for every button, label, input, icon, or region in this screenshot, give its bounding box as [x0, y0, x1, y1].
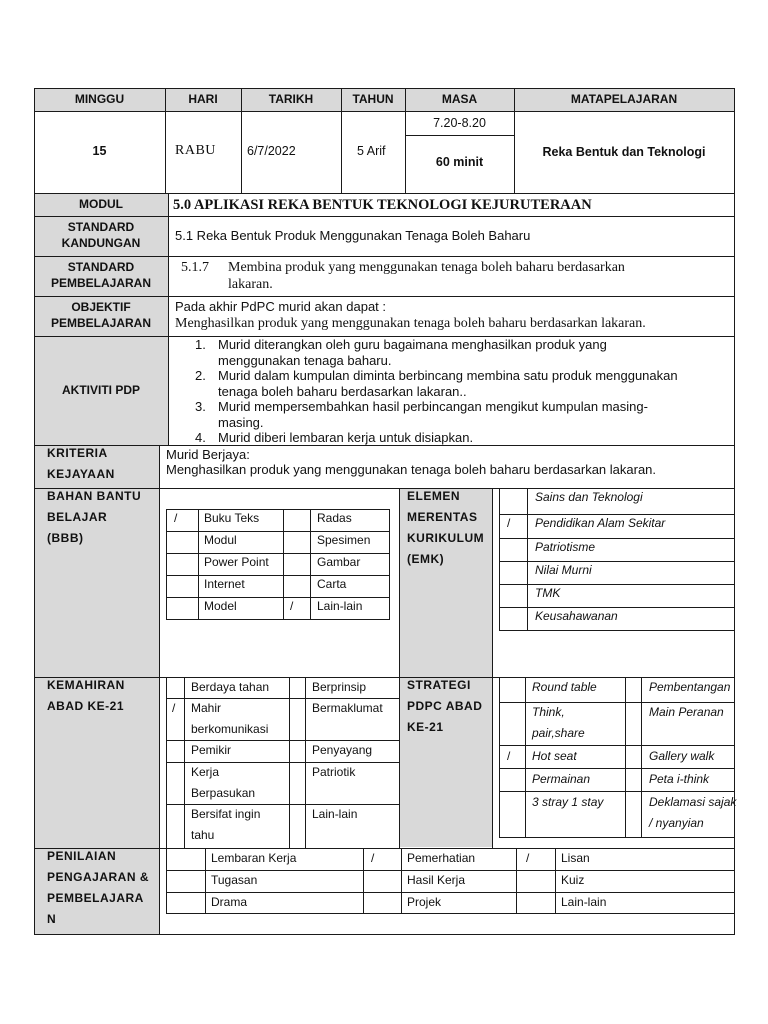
penilaian-item: Projek	[407, 895, 442, 909]
kemahiran-item: Pemikir	[191, 743, 232, 757]
emk-label-2: MERENTAS	[407, 510, 478, 524]
bbb-mark: /	[290, 599, 294, 613]
kemahiran-label-2: ABAD KE-21	[47, 699, 125, 713]
sk-value: 5.1 Reka Bentuk Produk Menggunakan Tenaga Boleh Baharu	[175, 228, 531, 243]
emk-item: Nilai Murni	[535, 563, 592, 577]
header-tarikh: TARIKH	[268, 92, 314, 106]
bbb-item: Lain-lain	[317, 599, 363, 613]
strategi-item: Hot seat	[532, 749, 577, 763]
kriteria-line-1: Murid Berjaya:	[166, 447, 250, 462]
penilaian-label-3: PEMBELAJARA	[47, 891, 144, 905]
kemahiran-item: tahu	[191, 828, 215, 842]
penilaian-item: Lain-lain	[561, 895, 607, 909]
bbb-item: Carta	[317, 577, 347, 591]
penilaian-item: Lisan	[561, 851, 590, 865]
masa-time: 7.20-8.20	[433, 116, 486, 130]
penilaian-label-2: PENGAJARAN &	[47, 870, 150, 884]
penilaian-mark: /	[526, 851, 530, 865]
emk-item: Sains dan Teknologi	[535, 490, 643, 504]
header-masa: MASA	[441, 92, 478, 106]
strategi-label-3: KE-21	[407, 720, 444, 734]
emk-label-4: (EMK)	[407, 552, 445, 566]
kriteria-label-2: KEJAYAAN	[47, 467, 115, 481]
kemahiran-item: Lain-lain	[312, 807, 358, 821]
minggu-value: 15	[92, 144, 107, 158]
kemahiran-item: Berpasukan	[191, 786, 256, 800]
emk-item: Patriotisme	[535, 540, 596, 554]
emk-label-1: ELEMEN	[407, 489, 461, 503]
emk-item: TMK	[535, 586, 561, 600]
bbb-item: Model	[204, 599, 237, 613]
strategi-item: Permainan	[532, 772, 591, 786]
strategi-item: Round table	[532, 680, 597, 694]
penilaian-label-1: PENILAIAN	[47, 849, 117, 863]
obj-line-2: Menghasilkan produk yang menggunakan tenaga boleh baharu berdasarkan lakaran.	[175, 316, 646, 331]
sp-code: 5.1.7	[181, 260, 209, 275]
emk-mark: /	[507, 516, 511, 530]
kemahiran-item: berkomunikasi	[191, 722, 269, 736]
kemahiran-label-1: KEMAHIRAN	[47, 678, 125, 692]
kemahiran-item: Penyayang	[312, 743, 373, 757]
kriteria-label-1: KRITERIA	[47, 446, 108, 460]
sp-label-1: STANDARD	[67, 260, 135, 274]
kemahiran-item: Berdaya tahan	[191, 680, 270, 694]
bbb-item: Radas	[317, 511, 352, 525]
strategi-item: 3 stray 1 stay	[532, 795, 604, 809]
strategi-label-2: PDPC ABAD	[407, 699, 483, 713]
hari-value: RABU	[175, 143, 216, 158]
matapelajaran-value: Reka Bentuk dan Teknologi	[542, 145, 706, 159]
penilaian-item: Hasil Kerja	[407, 873, 466, 887]
aktiviti-item: 3. Murid mempersembahkan hasil perbincangan mengikut kumpulan masing- masing.	[195, 399, 648, 430]
aktiviti-label: AKTIVITI PDP	[61, 383, 140, 397]
penilaian-item: Drama	[211, 895, 248, 909]
penilaian-item: Tugasan	[211, 873, 258, 887]
strategi-item: Peta i-think	[649, 772, 710, 786]
obj-label-2: PEMBELAJARAN	[50, 316, 151, 330]
strategi-item: pair,share	[532, 726, 585, 740]
tarikh-value: 6/7/2022	[247, 144, 296, 158]
strategi-item: Gallery walk	[649, 749, 715, 763]
penilaian-label-4: N	[47, 912, 57, 926]
strategi-item: Deklamasi sajak	[649, 795, 737, 809]
modul-value: 5.0 APLIKASI REKA BENTUK TEKNOLOGI KEJURUTERAAN	[173, 197, 592, 213]
emk-label-3: KURIKULUM	[407, 531, 485, 545]
header-minggu: MINGGU	[74, 92, 125, 106]
sk-label-1: STANDARD	[67, 220, 135, 234]
header-matapelajaran: MATAPELAJARAN	[570, 92, 678, 106]
bbb-label-2: BELAJAR	[47, 510, 108, 524]
penilaian-item: Lembaran Kerja	[211, 851, 297, 865]
bbb-item: Modul	[204, 533, 237, 547]
emk-item: Pendidikan Alam Sekitar	[535, 516, 666, 530]
kemahiran-mark: /	[172, 701, 176, 715]
bbb-label-1: BAHAN BANTU	[47, 489, 142, 503]
kemahiran-item: Mahir	[191, 701, 222, 715]
kemahiran-item: Bersifat ingin	[191, 807, 261, 821]
penilaian-item: Pemerhatian	[407, 851, 476, 865]
strategi-item: Think,	[532, 705, 565, 719]
kriteria-line-2: Menghasilkan produk yang menggunakan tenaga boleh baharu berdasarkan lakaran.	[166, 462, 657, 477]
bbb-item: Gambar	[317, 555, 361, 569]
aktiviti-item: 1. Murid diterangkan oleh guru bagaimana menghasilkan produk yang menggunakan tenaga baharu.	[195, 337, 607, 368]
bbb-item: Buku Teks	[204, 511, 260, 525]
sp-line-1: Membina produk yang menggunakan tenaga boleh baharu berdasarkan	[228, 260, 625, 275]
header-tahun: TAHUN	[352, 92, 394, 106]
strategi-mark: /	[507, 749, 511, 763]
header-hari: HARI	[188, 92, 218, 106]
sp-line-2: lakaran.	[228, 277, 273, 292]
modul-label: MODUL	[79, 197, 123, 211]
penilaian-mark: /	[371, 851, 375, 865]
sp-label-2: PEMBELAJARAN	[50, 276, 151, 290]
masa-duration: 60 minit	[435, 155, 484, 169]
sk-label-2: KANDUNGAN	[61, 236, 141, 250]
bbb-label-3: (BBB)	[47, 531, 84, 545]
kemahiran-item: Patriotik	[312, 765, 356, 779]
bbb-item: Internet	[204, 577, 245, 591]
kemahiran-item: Bermaklumat	[312, 701, 383, 715]
obj-label-1: OBJEKTIF	[71, 300, 131, 314]
strategi-item: Main Peranan	[649, 705, 724, 719]
kemahiran-item: Kerja	[191, 765, 220, 779]
emk-item: Keusahawanan	[535, 609, 618, 623]
obj-line-1: Pada akhir PdPC murid akan dapat :	[175, 299, 387, 314]
penilaian-item: Kuiz	[561, 873, 585, 887]
strategi-item: Pembentangan	[649, 680, 731, 694]
aktiviti-item: 2. Murid dalam kumpulan diminta berbincang membina satu produk menggunakan tenaga boleh baharu berdasarkan lakaran..	[195, 368, 678, 399]
bbb-item: Spesimen	[317, 533, 371, 547]
tahun-value: 5 Arif	[357, 144, 386, 158]
aktiviti-list	[170, 337, 730, 446]
strategi-item: / nyanyian	[649, 816, 704, 830]
strategi-label-1: STRATEGI	[407, 678, 471, 692]
aktiviti-item: 4. Murid diberi lembaran kerja untuk disiapkan.	[195, 430, 474, 445]
bbb-item: Power Point	[204, 555, 269, 569]
kemahiran-item: Berprinsip	[312, 680, 367, 694]
bbb-mark: /	[174, 511, 178, 525]
